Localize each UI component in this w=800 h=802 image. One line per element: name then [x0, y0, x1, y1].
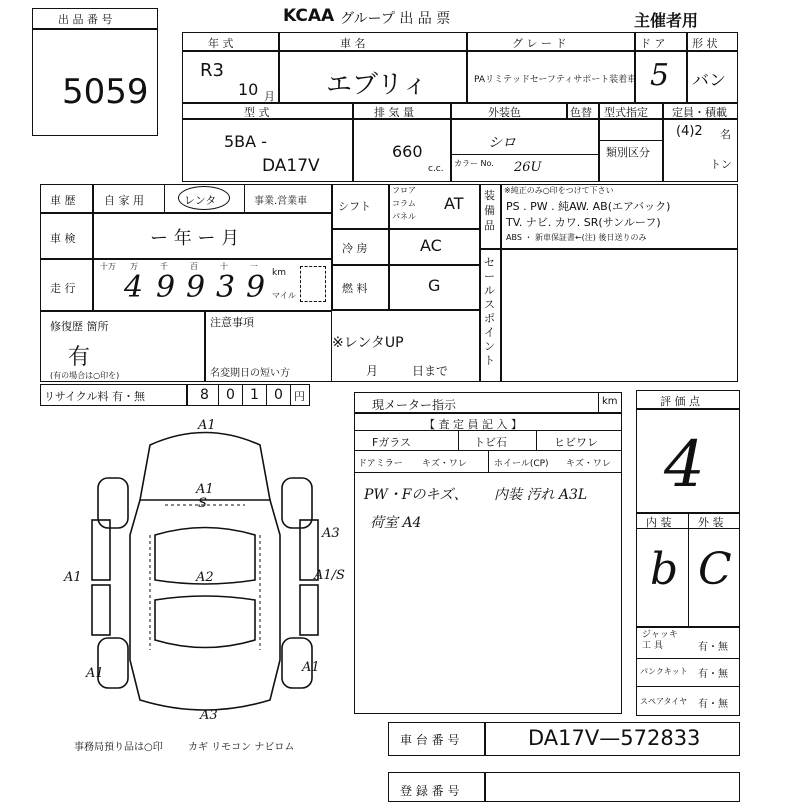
ac-value: AC [420, 236, 442, 255]
interior-score-label: 内 装 [646, 516, 672, 529]
sales-point-label: セールスポイント [484, 256, 495, 367]
puncture-kit-options: 有・無 [698, 669, 728, 680]
exterior-score: C [698, 544, 732, 595]
door-mirror-options: キズ・ワレ [422, 459, 467, 469]
inspection-value: ー 年 ー 月 [150, 228, 240, 249]
damage-mark: A2 [196, 570, 214, 585]
exterior-score-label: 外 装 [698, 516, 724, 529]
lot-number-label: 出 品 番 号 [58, 13, 113, 26]
color-number: 26U [514, 160, 542, 175]
era: R3 [200, 60, 224, 81]
history-private: 自 家 用 [104, 194, 144, 207]
digit-label-1k: 千 [160, 262, 168, 271]
year-label: 年 式 [208, 37, 234, 50]
inspector-remark: PW・Fのキズ、 [364, 487, 468, 503]
shape: バン [692, 71, 726, 91]
puncture-kit-label: パンクキット [640, 667, 688, 676]
shift-column: コラム [392, 199, 416, 208]
mileage-mile: マイル [272, 291, 296, 300]
digit-label-10: 十 [220, 262, 228, 271]
damage-mark: A1/S [314, 568, 345, 583]
inspector-remark: 荷室 A4 [370, 515, 422, 531]
shape-label: 形 状 [692, 37, 718, 50]
wheel-label: ホイール(CP) [494, 459, 549, 469]
inspector-remark: 内装 汚れ A3L [494, 487, 588, 503]
classification-label: 類別区分 [606, 146, 650, 159]
notes-label: 注意事項 [210, 316, 254, 329]
door-label: ド ア [640, 37, 666, 50]
damage-mark: A1 [302, 660, 320, 675]
shift-label: シフト [338, 200, 371, 213]
front-glass-label: Fガラス [372, 436, 411, 449]
overall-score: 4 [664, 428, 705, 502]
car-name-label: 車 名 [340, 37, 366, 50]
office-held-items-label: 事務局預り品は○印 [74, 742, 163, 753]
damage-mark: S [198, 496, 207, 511]
kcaa-logo: KCAA [283, 6, 335, 26]
damage-mark: A3 [200, 708, 218, 723]
history-business: 事業.営業車 [254, 196, 308, 207]
exterior-color: シロ [488, 135, 516, 151]
mileage-digit: 3 [216, 270, 236, 305]
displacement-unit: c.c. [428, 164, 444, 174]
shift-value: AT [444, 194, 464, 213]
history-label: 車 歴 [50, 194, 76, 207]
registration-deadline-label: 名変期日の短い方 [210, 368, 290, 379]
damage-mark: A3 [322, 526, 340, 541]
registration-day: 日まで [412, 364, 449, 378]
meter-km: km [602, 396, 618, 407]
damage-mark: A1 [86, 666, 104, 681]
fuel-label: 燃 料 [342, 282, 368, 295]
held-items: カギ リモコン ナビロム [188, 742, 295, 753]
score-label: 評 価 点 [660, 395, 700, 408]
mileage-label: 走 行 [50, 282, 76, 295]
recycle-digit: 1 [250, 387, 259, 403]
spare-tire-options: 有・無 [698, 699, 728, 710]
model-code: DA17V [262, 156, 320, 176]
recycle-unit: 円 [294, 390, 305, 403]
exterior-color-label: 外装色 [488, 106, 521, 119]
history-rental: レンタ [184, 194, 217, 207]
mileage-km: km [272, 268, 286, 278]
displacement: 660 [392, 142, 423, 161]
lot-number: 5059 [62, 72, 149, 112]
repair-history-value: 有 [68, 345, 91, 370]
recycle-digit: 0 [274, 387, 283, 403]
meter-label: 現メーター指示 [372, 398, 457, 412]
mileage-digit: 9 [186, 270, 206, 305]
jack-tool-options: 有・無 [698, 642, 728, 653]
equipment-line3: ABS ・ 新車保証書←(注) 後日送りのみ [506, 233, 647, 242]
recycle-label: リサイクル料 有・無 [44, 390, 145, 403]
digit-label-1: 一 [250, 262, 258, 271]
registration-number-label: 登 録 番 号 [400, 784, 460, 798]
chassis-number: DA17V—572833 [528, 726, 701, 750]
mile-checkbox [300, 266, 326, 302]
ac-label: 冷 房 [342, 242, 368, 255]
capacity-unit-persons: 名 [720, 128, 731, 141]
organizer-copy: 主催者用 [634, 11, 699, 30]
damage-mark: A1 [196, 482, 214, 497]
interior-score: b [650, 544, 679, 595]
recycle-digit: 8 [200, 387, 209, 403]
inspector-label: 【 査 定 員 記 入 】 [424, 418, 522, 431]
model-prefix: 5BA - [224, 132, 267, 151]
digit-label-100k: 十万 [100, 262, 116, 271]
mileage-digit: 9 [156, 270, 176, 305]
equipment-label: 装 備 品 [484, 189, 495, 232]
mileage-digit: 4 [124, 270, 144, 305]
equipment-line2: TV. ナビ. カワ. SR(サンルーフ) [506, 216, 661, 229]
type-designation-label: 型式指定 [604, 106, 648, 119]
damage-mark: A1 [198, 418, 216, 433]
model-label: 型 式 [244, 106, 270, 119]
repaint-label: 色替 [570, 106, 592, 119]
stone-chip-label: トビ石 [474, 436, 507, 449]
rental-circle [178, 186, 230, 210]
door-mirror-label: ドアミラー [358, 459, 403, 469]
fuel-value: G [428, 276, 441, 295]
car-name: エブリィ [326, 70, 428, 100]
repair-history-note: (有の場合は○印を) [50, 371, 120, 380]
mileage-digit: 9 [246, 270, 266, 305]
digit-label-100: 百 [190, 262, 198, 271]
equipment-line1: PS . PW . 純AW. AB(エアバック) [506, 200, 671, 213]
shift-floor: フロア [392, 186, 416, 195]
capacity-unit-tons: トン [710, 158, 732, 171]
spare-tire-label: スペアタイヤ [640, 697, 688, 706]
displacement-label: 排 気 量 [374, 106, 414, 119]
capacity-label: 定員・積載 [672, 106, 727, 119]
registration-month: 月 [366, 364, 379, 378]
doors: 5 [650, 58, 670, 93]
chassis-number-label: 車 台 番 号 [400, 733, 460, 747]
equipment-note: ※純正のみ○印をつけて下さい [504, 186, 614, 195]
crack-label: ヒビワレ [554, 436, 598, 449]
grade: PAリミテッドセーフティサポート装着車 [474, 75, 637, 85]
form-title: グループ 出 品 票 [340, 11, 451, 27]
notes-value: ※レンタUP [332, 335, 404, 351]
inspection-label: 車 検 [50, 232, 76, 245]
recycle-digit: 0 [226, 387, 235, 403]
jack-tool-label: ジャッキ 工 具 [642, 630, 678, 651]
grade-label: グ レ ー ド [512, 37, 567, 50]
capacity: (4)2 [676, 124, 703, 139]
damage-mark: A1 [64, 570, 82, 585]
month-unit: 月 [264, 90, 275, 103]
month: 10 [238, 80, 259, 99]
shift-panel: パネル [392, 212, 416, 221]
wheel-options: キズ・ワレ [566, 459, 611, 469]
color-number-label: カラー No. [454, 159, 494, 168]
digit-label-10k: 万 [130, 262, 138, 271]
repair-history-label: 修復歴 箇所 [50, 320, 109, 333]
